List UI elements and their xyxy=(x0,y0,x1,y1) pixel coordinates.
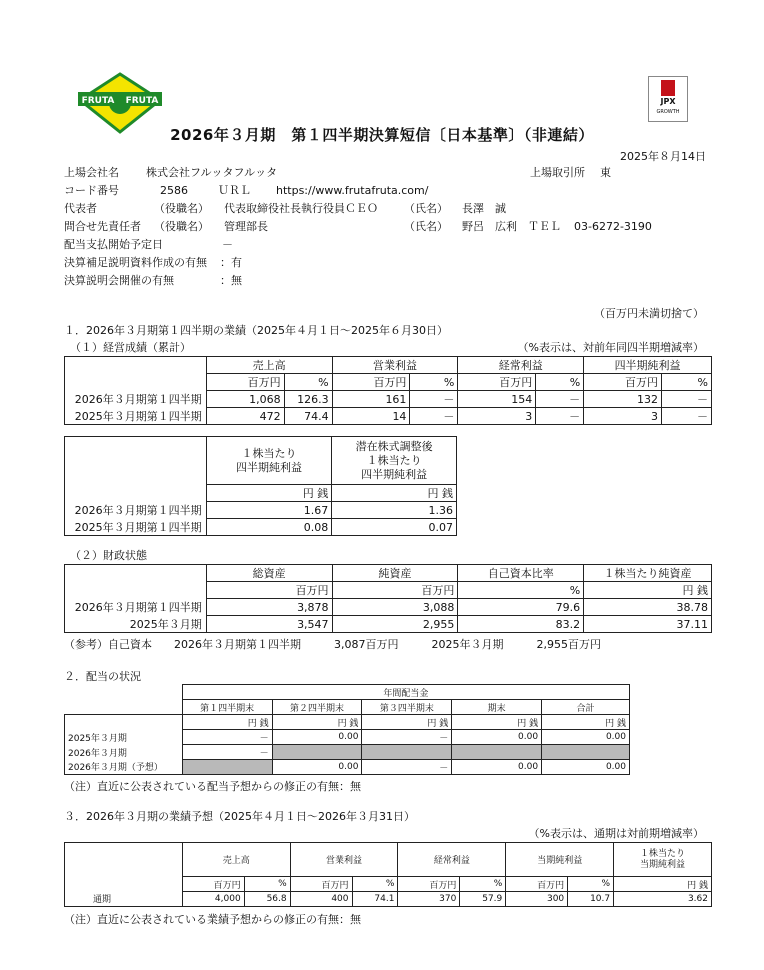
svg-text:FRUTA: FRUTA xyxy=(81,96,115,106)
header-eps: １株当たり 四半期純利益 xyxy=(206,437,332,485)
section1-heading: １．2026年３月期第１四半期の業績（2025年４月１日～2025年６月30日） xyxy=(64,324,448,337)
page-title: 2026年３月期 第１四半期決算短信〔日本基準〕（非連結） xyxy=(170,126,594,144)
dividend-forecast-note: （注）直近に公表されている配当予想からの修正の有無：無 xyxy=(64,780,361,793)
jpx-growth-mark: JPX GROWTH xyxy=(648,76,688,122)
table-row: 2025年３月期 3,547 2,955 83.2 37.11 xyxy=(65,616,712,633)
unit: 百万円 xyxy=(332,374,410,391)
header-ordinary-profit: 経常利益 xyxy=(458,357,584,374)
eps-table: １株当たり 四半期純利益 潜在株式調整後 １株当たり 四半期純利益 円 銭 円 銭 2026年３月期第１四半期 1.67 1.36 2025年３月期第１四半期 0.08 0.07 xyxy=(64,436,457,536)
header-sales: 売上高 xyxy=(206,357,332,374)
financial-position-table: 総資産 純資産 自己資本比率 １株当たり純資産 百万円 百万円 % 円 銭 2026年３月期第１四半期 3,878 3,088 79.6 38.78 2025年３月期 3,547 2,955 83.2 37.11 xyxy=(64,564,712,633)
table-row: 2025年３月期第１四半期 0.08 0.07 xyxy=(65,519,457,536)
annual-dividend-header: 年間配当金 xyxy=(182,685,629,700)
header-bps: １株当たり純資産 xyxy=(584,565,712,582)
table-row: 2026年３月期第１四半期 1,068 126.3 161 － 154 － 132 － xyxy=(65,391,712,408)
section1-sub1-note: （%表示は、対前年同四半期増減率） xyxy=(517,341,704,354)
header-diluted-eps: 潜在株式調整後 １株当たり 四半期純利益 xyxy=(332,437,457,485)
unit: 百万円 xyxy=(206,374,284,391)
unit: % xyxy=(410,374,458,391)
forecast-table: 売上高 営業利益 経常利益 当期純利益 １株当たり 当期純利益 百万円 % 百万円 % 百万円 % 百万円 % 円 銭 通期 4,000 56.8 400 74.1 370 57.9 300 10.7 3.62 xyxy=(64,842,712,907)
report-date: 2025年８月14日 xyxy=(620,150,706,163)
header-net-income: 四半期純利益 xyxy=(584,357,712,374)
header-total-assets: 総資産 xyxy=(206,565,332,582)
header-equity-ratio: 自己資本比率 xyxy=(458,565,584,582)
unit: % xyxy=(662,374,712,391)
table-row: 通期 4,000 56.8 400 74.1 370 57.9 300 10.7 3.62 xyxy=(65,892,712,907)
section2-heading: ２．配当の状況 xyxy=(64,670,141,683)
table-row: 2026年３月期（予想） 0.00 － 0.00 0.00 xyxy=(65,760,630,775)
section3-note: （%表示は、通期は対前期増減率） xyxy=(528,827,704,840)
rounding-note: （百万円未満切捨て） xyxy=(594,307,704,320)
unit: % xyxy=(536,374,584,391)
unit: 百万円 xyxy=(584,374,662,391)
section1-sub1: （１）経営成績（累計） xyxy=(70,341,191,354)
operating-results-table xyxy=(64,356,712,425)
equity-reference-note: （参考）自己資本 2026年３月期第１四半期 3,087百万円 2025年３月期 2,955百万円 xyxy=(64,638,601,651)
unit: % xyxy=(284,374,332,391)
table-row: 2025年３月期 － 0.00 － 0.00 0.00 xyxy=(65,730,630,745)
table-row: 2026年３月期第１四半期 3,878 3,088 79.6 38.78 xyxy=(65,599,712,616)
unit: 百万円 xyxy=(458,374,536,391)
dividend-table: 年間配当金 第１四半期末 第２四半期末 第３四半期末 期末 合計 円 銭 円 銭 円 銭 円 銭 円 銭 2025年３月期 － 0.00 － 0.00 0.00 2026年３月期 － 2026年３月期（予想） 0.00 － 0.00 0.00 xyxy=(64,684,630,775)
svg-text:FRUTA: FRUTA xyxy=(125,96,159,106)
table-row: 2025年３月期第１四半期 472 74.4 14 － 3 － 3 － xyxy=(65,408,712,425)
section1-sub2: （２）財政状態 xyxy=(70,549,147,562)
table-row: 2026年３月期第１四半期 1.67 1.36 xyxy=(65,502,457,519)
header-net-assets: 純資産 xyxy=(332,565,458,582)
header-operating-profit: 営業利益 xyxy=(332,357,458,374)
section3-heading: ３．2026年３月期の業績予想（2025年４月１日～2026年３月31日） xyxy=(64,810,415,823)
earnings-forecast-note: （注）直近に公表されている業績予想からの修正の有無：無 xyxy=(64,913,361,926)
table-row: 2026年３月期 － xyxy=(65,745,630,760)
